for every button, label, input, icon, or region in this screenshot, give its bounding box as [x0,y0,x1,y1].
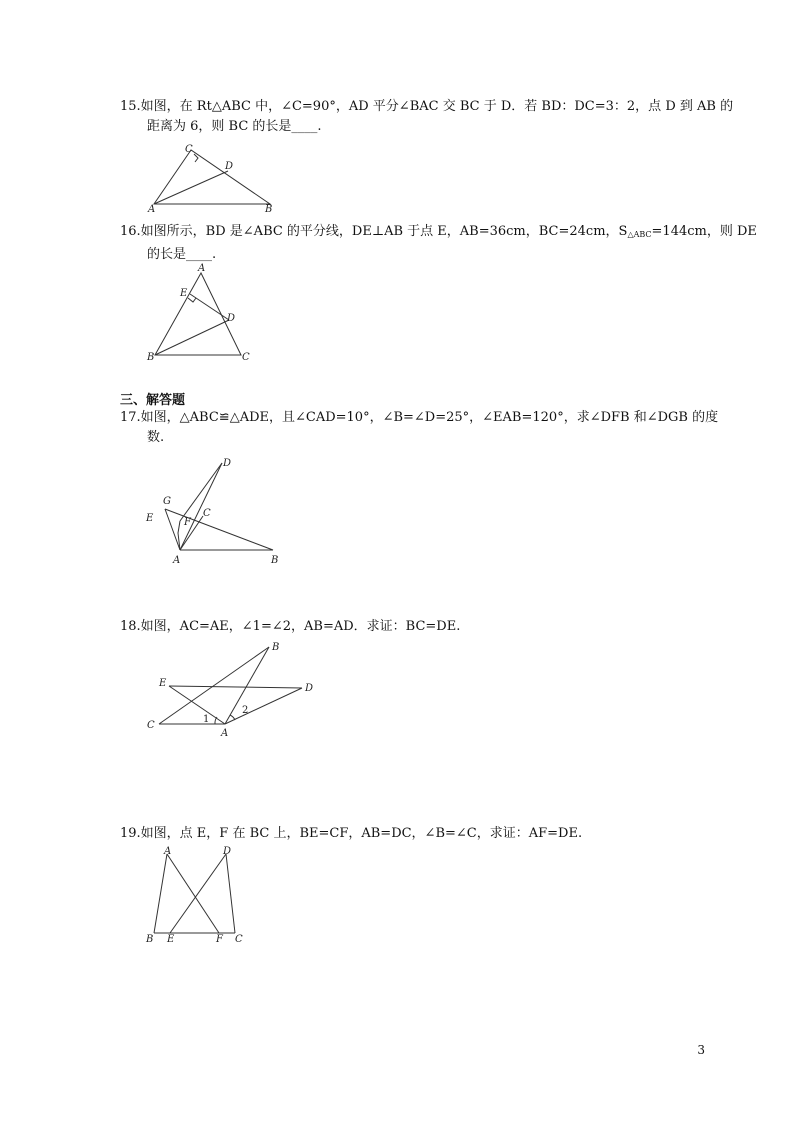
question-15-line2: 距离为 6，则 BC 的长是____. [147,119,322,134]
label-f: F [184,517,191,528]
label-a: A [198,263,206,274]
label-f: F [216,934,223,945]
figure-q19-svg [143,845,253,945]
section-heading: 三、解答题 [120,393,186,408]
segment-ae [165,509,180,550]
label-e: E [146,513,154,524]
question-18 [120,617,460,637]
label-angle-1: 1 [203,714,210,725]
figure-q17 [145,454,285,566]
label-b: B [265,204,273,215]
label-c: C [185,144,193,155]
figure-q18-svg [145,640,325,740]
label-a: A [173,555,181,566]
question-16-subscript: △ABC [627,230,652,239]
label-e: E [167,934,175,945]
label-a: A [164,846,172,857]
figure-q18 [145,640,325,740]
label-c: C [203,508,211,519]
figure-q15-svg [148,142,278,214]
question-18-line1: 18.如图，AC=AE，∠1=∠2，AB=AD．求证：BC=DE. [120,619,461,634]
right-angle-mark [188,298,196,302]
label-g: G [163,496,171,507]
segment-ed [169,686,302,688]
label-e: E [180,288,188,299]
question-17-line2: 数. [147,430,165,445]
question-16 [120,222,757,265]
question-17-line1: 17.如图，△ABC≌△ADE，且∠CAD=10°，∠B=∠D=25°，∠EAB=120°，求∠DFB 和∠DGB 的度 [120,410,719,425]
label-b: B [146,934,154,945]
figure-q17-svg [145,454,285,566]
angle-1-arc [215,717,217,724]
segment-af [167,854,219,933]
label-c: C [235,934,243,945]
label-b: B [272,642,280,653]
question-19 [120,824,582,844]
label-c: C [147,720,155,731]
label-d: D [223,846,232,857]
label-d: D [223,458,232,469]
segment-da [180,463,222,550]
label-d: D [225,161,234,172]
segment-ab [154,854,167,933]
label-e: E [159,678,167,689]
segment-de [170,854,226,933]
label-a: A [148,204,156,215]
right-angle-mark [194,154,198,162]
segment-eb [165,509,273,550]
question-17 [120,408,718,448]
figure-q16 [146,263,261,363]
label-b: B [147,352,155,363]
label-b: B [271,555,279,566]
question-19-line1: 19.如图，点 E，F 在 BC 上，BE=CF，AB=DC，∠B=∠C，求证：AF=DE. [120,826,583,841]
segment-ad [225,688,302,724]
segment-dg [180,463,222,521]
label-d: D [305,683,314,694]
question-15-line1: 15.如图，在 Rt△ABC 中，∠C=90°，AD 平分∠BAC 交 BC 于 D．若 BD：DC=3：2，点 D 到 AB 的 [120,99,734,114]
label-d: D [227,313,236,324]
bisector-bd [155,320,229,355]
label-angle-2: 2 [242,705,249,716]
figure-q16-svg [146,263,261,363]
question-16-line1b: =144cm，则 DE [651,224,757,239]
figure-q15 [148,142,278,214]
segment-dc [226,854,235,933]
page-number: 3 [697,1043,705,1057]
question-16-line2: 的长是____. [147,247,217,262]
angle-2-arc [230,715,235,720]
label-c: C [242,352,250,363]
label-a: A [221,728,229,739]
figure-q19 [143,845,253,945]
segment-cb [159,647,269,724]
question-16-line1a: 16.如图所示，BD 是∠ABC 的平分线，DE⊥AB 于点 E，AB=36cm，BC=24cm，S [120,224,628,239]
question-15 [120,97,733,137]
